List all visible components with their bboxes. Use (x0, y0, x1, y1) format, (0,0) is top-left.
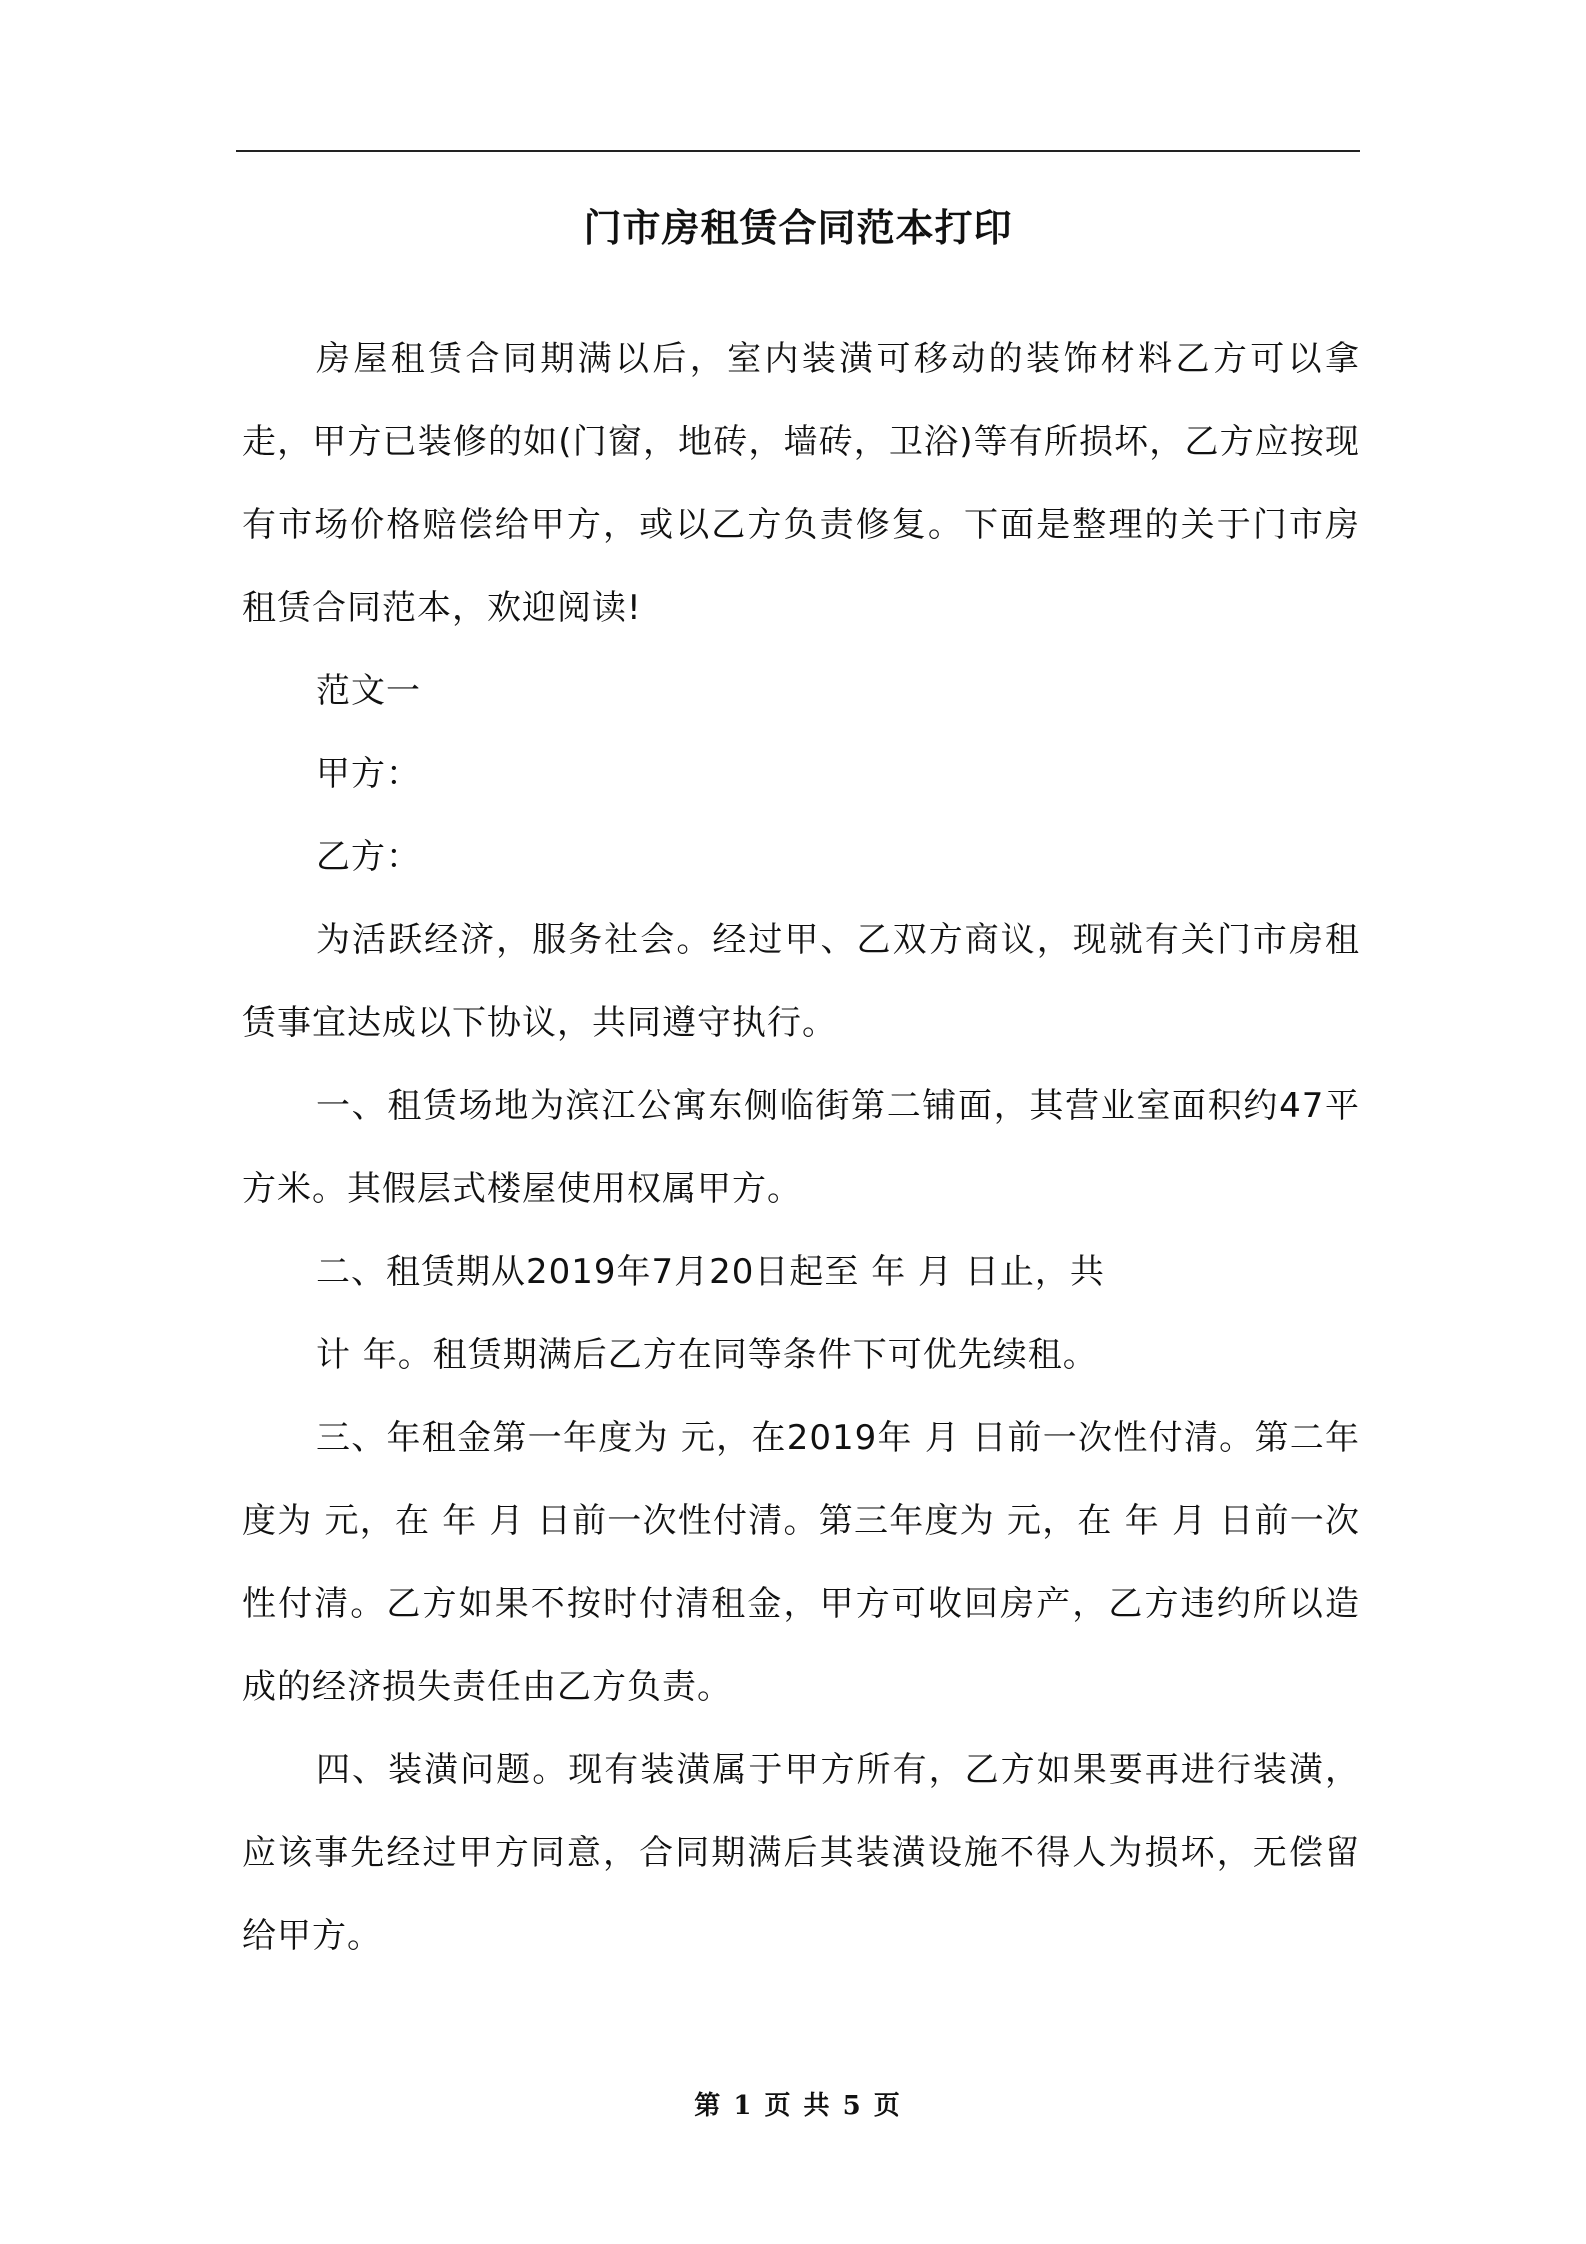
intro-paragraph: 房屋租赁合同期满以后，室内装潢可移动的装饰材料乙方可以拿走，甲方已装修的如(门窗，地砖，墙砖，卫浴)等有所损坏，乙方应按现有市场价格赔偿给甲方，或以乙方负责修复。下面是整理的关于门市房租赁合同范本，欢迎阅读! (242, 339, 1360, 628)
party-b-line: 乙方： (316, 837, 421, 877)
clause-1-paragraph: 一、租赁场地为滨江公寓东侧临街第二铺面，其营业室面积约47平方米。其假层式楼屋使用权属甲方。 (242, 1086, 1360, 1209)
document-body (242, 318, 1360, 1978)
clause-2-paragraph: 二、租赁期从2019年7月20日起至 年 月 日止，共 (316, 1252, 1105, 1292)
clause-4-paragraph: 四、装潢问题。现有装潢属于甲方所有，乙方如果要再进行装潢，应该事先经过甲方同意，合同期满后其装潢设施不得人为损坏，无偿留给甲方。 (242, 1750, 1360, 1956)
clause-2-continuation: 计 年。租赁期满后乙方在同等条件下可优先续租。 (316, 1335, 1098, 1375)
document-title: 门市房租赁合同范本打印 (583, 206, 1013, 250)
page-number-footer: 第 1 页 共 5 页 (694, 2091, 902, 2121)
sample-heading: 范文一 (316, 671, 421, 711)
party-a-line: 甲方： (316, 754, 421, 794)
agreement-purpose-paragraph: 为活跃经济，服务社会。经过甲、乙双方商议，现就有关门市房租赁事宜达成以下协议，共同遵守执行。 (242, 920, 1360, 1043)
clause-3-paragraph: 三、年租金第一年度为 元，在2019年 月 日前一次性付清。第二年度为 元，在 年 月 日前一次性付清。第三年度为 元，在 年 月 日前一次性付清。乙方如果不按时付清租金，甲方可收回房产，乙方违约所以造成的经济损失责任由乙方负责。 (242, 1418, 1360, 1707)
header-rule (236, 150, 1360, 152)
